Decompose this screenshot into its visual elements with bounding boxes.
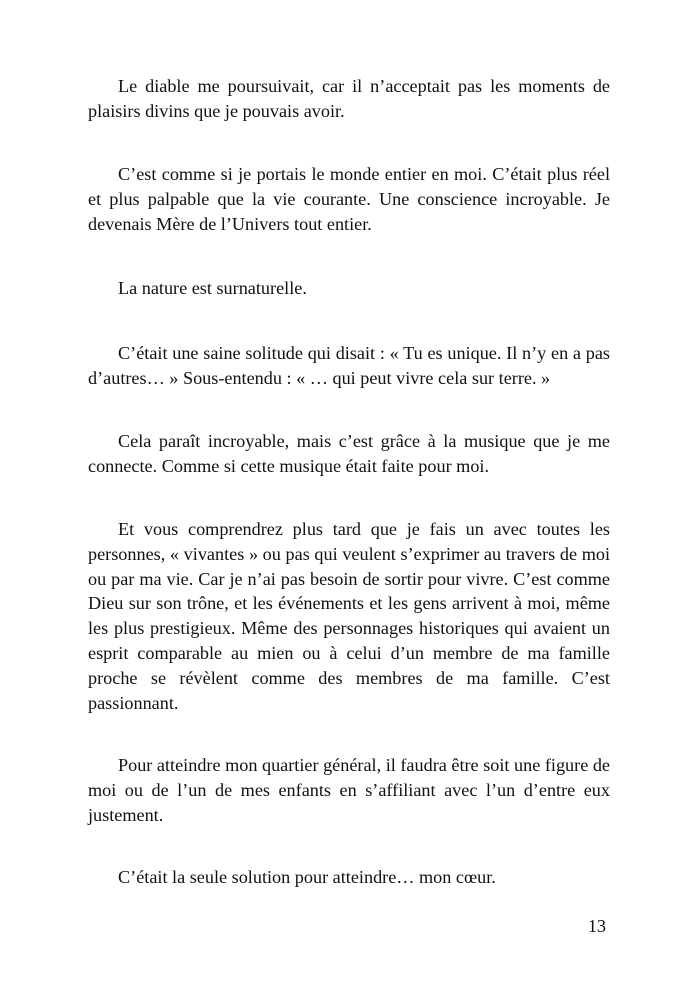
- paragraph-8: C’était la seule solution pour atteindre… mon cœur.: [118, 867, 496, 887]
- paragraph-3: La nature est surnaturelle.: [118, 278, 307, 298]
- paragraph-7: Pour atteindre mon quartier général, il faudra être soit une figure de moi ou de l’un de mes enfants en s’affiliant avec l’un d’entre eux justement.: [88, 755, 610, 825]
- paragraph-1: Le diable me poursuivait, car il n’acceptait pas les moments de plaisirs divins que je pouvais avoir.: [88, 76, 610, 121]
- paragraph-2: C’est comme si je portais le monde entier en moi. C’était plus réel et plus palpable que la vie courante. Une conscience incroyable. Je devenais Mère de l’Univers tout entier.: [88, 164, 610, 234]
- page-number: 13: [587, 916, 606, 936]
- paragraph-6: Et vous comprendrez plus tard que je fais un avec toutes les personnes, « vivantes » ou pas qui veulent s’exprimer au travers de moi ou par ma vie. Car je n’ai pas besoin de sortir pour vivre. C’est comme Dieu sur son trône, et les événements et les gens arrivent à moi, même les plus prestigieux. Même des personnages historiques qui avaient un esprit comparable au mien ou à celui d’un membre de ma famille proche se révèlent comme des membres de ma famille. C’est passionnant.: [88, 519, 610, 713]
- paragraph-5: Cela paraît incroyable, mais c’est grâce à la musique que je me connecte. Comme si cette musique était faite pour moi.: [88, 431, 610, 476]
- paragraph-4: C’était une saine solitude qui disait : « Tu es unique. Il n’y en a pas d’autres… » Sous-entendu : « … qui peut vivre cela sur terre. »: [88, 343, 610, 388]
